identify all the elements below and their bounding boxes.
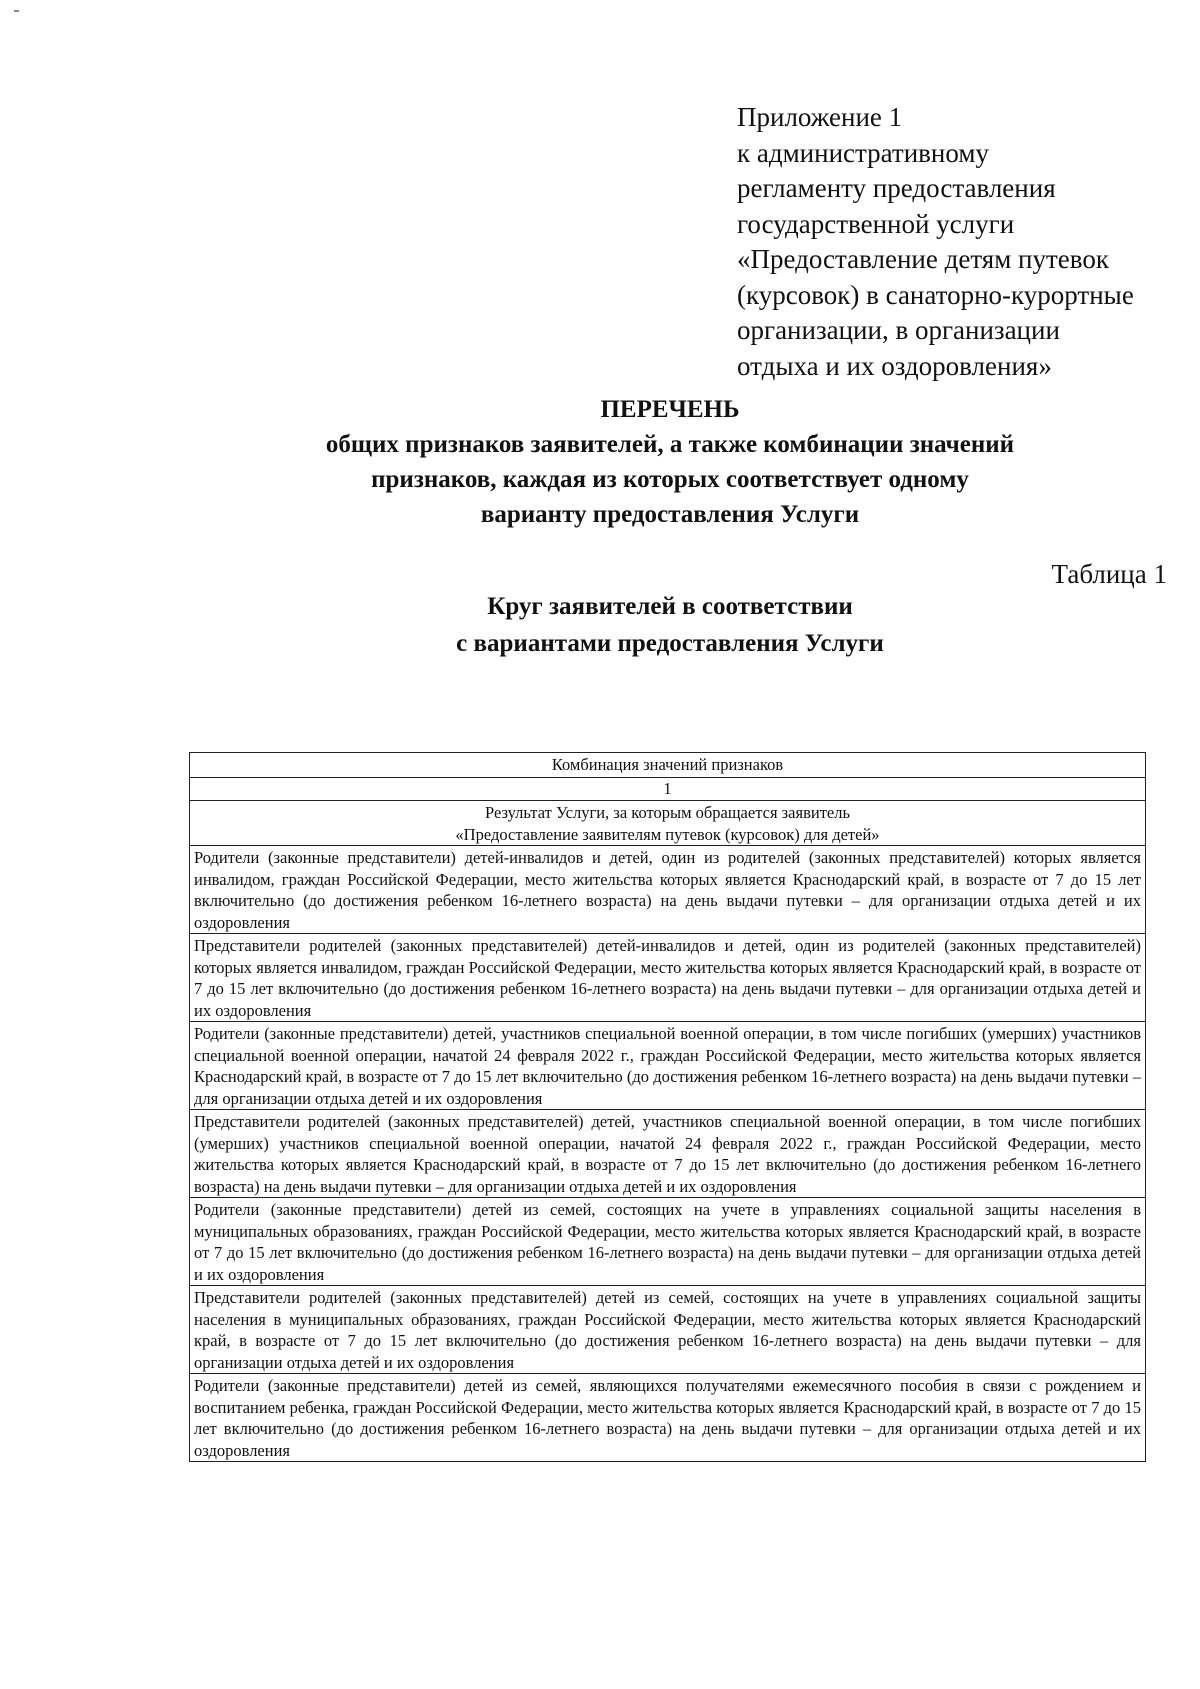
table-row — [190, 1110, 1146, 1198]
table-cell: Родители (законные представители) детей-инвалидов и детей, один из родителей (законных представителей) которых является инвалидом, граждан Российской Федерации, место жительства которых является Краснодарский край, в возрасте от 7 до 15 лет включительно (до достижения ребенком 16-летнего возраста) на день выдачи путевки – для организации отдыха детей и их оздоровления — [190, 846, 1146, 934]
table-title-line: с вариантами предоставления Услуги — [456, 630, 884, 657]
table-title — [150, 588, 1190, 662]
table-row — [190, 846, 1146, 934]
scan-speck — [14, 10, 19, 12]
table-title-line: Круг заявителей в соответствии — [487, 593, 853, 620]
table-row — [190, 1022, 1146, 1110]
heading-line: признаков, каждая из которых соответствует одному — [371, 466, 969, 493]
appendix-line: (курсовок) в санаторно-курортные — [737, 279, 1134, 310]
table-label: Таблица 1 — [1051, 559, 1167, 589]
table-cell: Родители (законные представители) детей из семей, являющихся получателями ежемесячного пособия в связи с рождением и воспитанием ребенка, граждан Российской Федерации, место жительства которых является Краснодарский край, в возрасте от 7 до 15 лет включительно (до достижения ребенком 16-летнего возраста) на день выдачи путевки – для организации отдыха детей и их оздоровления — [190, 1374, 1146, 1462]
result-line: Результат Услуги, за которым обращается заявитель — [485, 803, 850, 822]
appendix-line: Приложение 1 — [737, 102, 903, 132]
applicants-table — [189, 752, 1146, 1462]
appendix-line: «Предоставление детям путевок — [737, 244, 1109, 274]
heading-title: ПЕРЕЧЕНЬ — [600, 396, 740, 423]
result-line: «Предоставление заявителям путевок (курсовок) для детей» — [455, 824, 880, 844]
table-number-row — [190, 778, 1146, 801]
appendix-note — [737, 100, 1177, 384]
appendix-line: к административному — [737, 137, 989, 168]
appendix-line: государственной услуги — [737, 208, 1015, 239]
table-row — [190, 1374, 1146, 1462]
appendix-line: регламенту предоставления — [737, 173, 1056, 203]
heading-line: общих признаков заявителей, а также комбинации значений — [325, 431, 1015, 458]
table-cell: Родители (законные представители) детей из семей, состоящих на учете в управлениях социальной защиты населения в муниципальных образованиях, граждан Российской Федерации, место жительства которых является Краснодарский край, в возрасте от 7 до 15 лет включительно (до достижения ребенком 16-летнего возраста) на день выдачи путевки – для организации отдыха детей и их оздоровления — [190, 1198, 1146, 1286]
heading-line: варианту предоставления Услуги — [480, 501, 860, 528]
appendix-line: отдыха и их оздоровления» — [737, 350, 1052, 381]
column-number-cell: 1 — [190, 778, 1146, 801]
table-cell: Родители (законные представители) детей, участников специальной военной операции, в том числе погибших (умерших) участников специальной военной операции, начатой 24 февраля 2022 г., граждан Российской Федерации, место жительства которых является Краснодарский край, в возрасте от 7 до 15 лет включительно (до достижения ребенком 16-летнего возраста) на день выдачи путевки – для организации отдыха детей и их оздоровления — [190, 1022, 1146, 1110]
table-row — [190, 934, 1146, 1022]
result-cell — [190, 801, 1146, 846]
table-result-row — [190, 801, 1146, 846]
table-header-cell: Комбинация значений признаков — [190, 753, 1146, 778]
table-row — [190, 1198, 1146, 1286]
table-row — [190, 1286, 1146, 1374]
table-cell: Представители родителей (законных представителей) детей-инвалидов и детей, один из родителей (законных представителей) которых является инвалидом, граждан Российской Федерации, место жительства которых является Краснодарский край, в возрасте от 7 до 15 лет включительно (до достижения ребенком 16-летнего возраста) на день выдачи путевки – для организации отдыха детей и их оздоровления — [190, 934, 1146, 1022]
table-cell: Представители родителей (законных представителей) детей, участников специальной военной операции, в том числе погибших (умерших) участников специальной военной операции, начатой 24 февраля 2022 г., граждан Российской Федерации, место жительства которых является Краснодарский край, в возрасте от 7 до 15 лет включительно (до достижения ребенком 16-летнего возраста) на день выдачи путевки – для организации отдыха детей и их оздоровления — [190, 1110, 1146, 1198]
appendix-line: организации, в организации — [737, 315, 1060, 345]
table-header-row — [190, 753, 1146, 778]
table-cell: Представители родителей (законных представителей) детей из семей, состоящих на учете в управлениях социальной защиты населения в муниципальных образованиях, граждан Российской Федерации, место жительства которых является Краснодарский край, в возрасте от 7 до 15 лет включительно (до достижения ребенком 16-летнего возраста) на день выдачи путевки – для организации отдыха детей и их оздоровления — [190, 1286, 1146, 1374]
document-heading — [150, 392, 1190, 532]
